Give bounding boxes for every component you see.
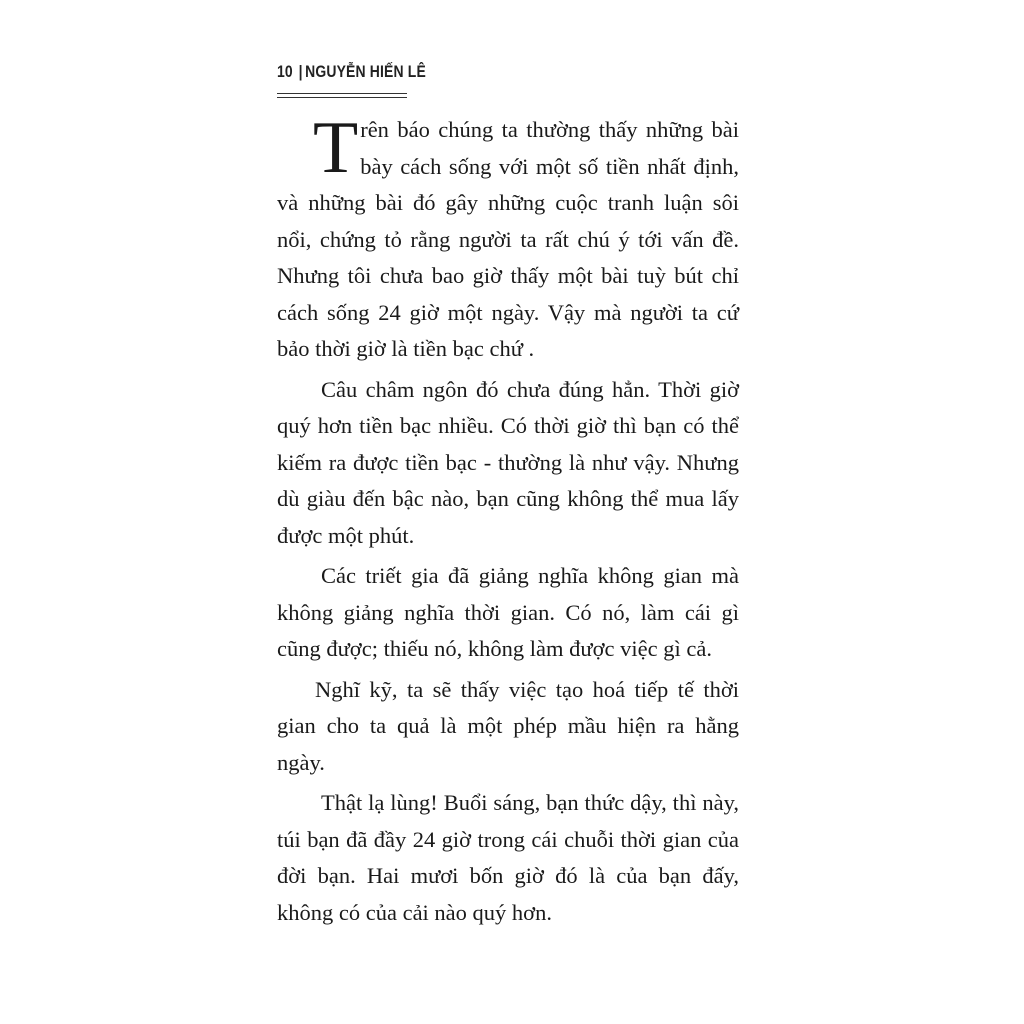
paragraph-1-text: rên báo chúng ta thường thấy những bài bày cách sống với một số tiền nhất định, và những bài đó gây những cuộc tranh luận sôi nổi, chứng tỏ rằng người ta rất chú ý tới vấn đề. Nhưng tôi chưa bao giờ thấy một bài tuỳ bút chỉ cách sống 24 giờ một ngày. Vậy mà người ta cứ bảo thời giờ là tiền bạc chứ . [277,117,739,361]
paragraph-5: Thật lạ lùng! Buổi sáng, bạn thức dậy, thì này, túi bạn đã đầy 24 giờ trong cái chuỗi thời gian của đời bạn. Hai mươi bốn giờ đó là của bạn đấy, không có của cải nào quý hơn. [277,790,739,925]
paragraph-2: Câu châm ngôn đó chưa đúng hẳn. Thời giờ quý hơn tiền bạc nhiều. Có thời giờ thì bạn có thể kiếm ra được tiền bạc - thường là như vậy. Nhưng dù giàu đến bậc nào, bạn cũng không thể mua lấy được một phút. [277,376,739,548]
header-separator: | [298,62,303,81]
author-name: NGUYỄN HIẾN LÊ [305,62,426,81]
paragraph-1 [277,107,739,368]
paragraph-4: Nghĩ kỹ, ta sẽ thấy việc tạo hoá tiếp tế thời gian cho ta quả là một phép mầu hiện ra hằng ngày. [277,676,739,775]
running-header [277,62,426,82]
paragraph-3: Các triết gia đã giảng nghĩa không gian mà không giảng nghĩa thời gian. Có nó, làm cái gì cũng được; thiếu nó, không làm được việc gì cả. [277,563,739,661]
drop-cap: T [313,107,359,189]
body-text [277,107,739,931]
page-number: 10 [277,62,293,81]
header-rule-top [277,93,407,94]
header-rule-bottom [277,97,407,98]
